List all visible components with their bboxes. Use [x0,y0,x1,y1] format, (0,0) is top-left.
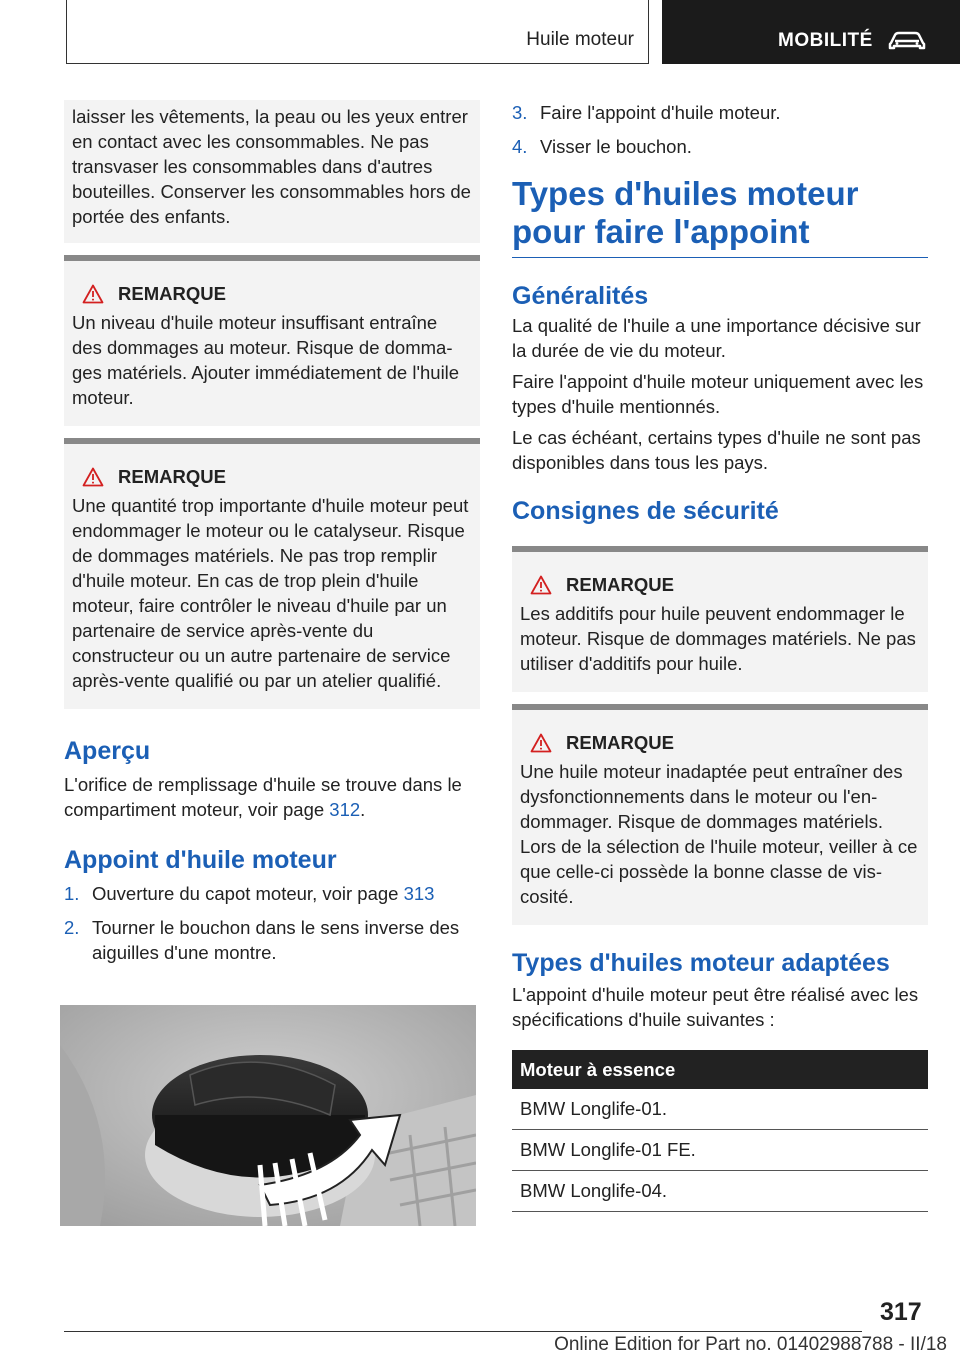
car-icon [887,29,927,51]
page-link-313[interactable]: 313 [403,883,435,904]
warning-triangle-icon [82,284,104,304]
apercu-text: L'orifice de remplissage d'huile se trouve dans le compartiment moteur, voir page 312. [64,774,462,820]
list-item: 2. Tourner le bouchon dans le sens inverse des aiguilles d'une montre. [64,917,460,963]
note-title-2: REMARQUE [82,464,472,489]
appoint-heading: Appoint d'huile moteur [64,846,337,874]
note-text-3: Les additifs pour huile peuvent endommager le moteur. Risque de dommages matériels. Ne pas utiliser d'additifs pour huile. [520,603,916,674]
header-section-title: Huile moteur [526,29,634,50]
left-column [64,100,480,974]
note-text-1: Un niveau d'huile moteur insuffisant entraîne des dommages au moteur. Risque de dommages matériels. Ajouter immédiatement de l'huile moteur. [72,312,460,408]
general-heading: Généralités [512,282,649,310]
general-text-2: Faire l'appoint d'huile moteur uniquement avec les types d'huile mentionnés. [512,371,924,417]
steps-list-right [512,100,928,159]
general-text-3: Le cas échéant, certains types d'huile ne sont pas disponibles dans tous les pays. [512,427,921,473]
steps-list-left [64,881,480,965]
list-item: 1. Ouverture du capot moteur, voir page 313 [64,883,435,904]
warning-continuation-text: laisser les vêtements, la peau ou les yeux entrer en contact avec les consommables. Ne pas transvaser les consommables dans d'autres bouteilles. Conserver les consommables hors de portée des enfants. [72,106,471,227]
right-column [512,100,928,1212]
types-heading: Types d'huiles moteur pour faire l'appoint [512,175,928,258]
warning-triangle-icon [530,733,552,753]
table-row: BMW Longlife-01 FE. [512,1130,928,1171]
note-text-2: Une quantité trop importante d'huile moteur peut endommager le moteur ou le catalyseur. Risque de dommages matériels. Ne pas trop remplir d'huile moteur. En cas de trop plein d'huile moteur, faire contrôler le niveau d'huile par un partenaire de service après-vente du constructeur ou un autre partenaire de service après-vente qualifié ou par un atelier qualifié. [72,495,469,691]
header-chapter-title: MOBILITÉ [778,30,873,51]
table-row: BMW Longlife-01. [512,1089,928,1130]
general-text-1: La qualité de l'huile a une importance décisive sur la durée de vie du moteur. [512,315,921,361]
note-title-4: REMARQUE [530,730,920,755]
apercu-heading: Aperçu [64,737,151,765]
footer-divider [64,1331,862,1332]
list-item: 4. Visser le bouchon. [512,136,692,157]
note-box-4 [512,704,928,925]
edition-footer: Online Edition for Part no. 01402988788 - II/18 [554,1334,947,1355]
oil-spec-table [512,1050,928,1212]
page-link-312[interactable]: 312 [329,799,361,820]
note-text-4: Une huile moteur inadaptée peut entraîner des dysfonctionnements dans le moteur ou l'endommager. Risque de dommages matériels. Lors de la sélection de l'huile moteur, veiller à ce que celle-ci possède la bonne classe de viscosité. [520,761,918,907]
safety-heading: Consignes de sécurité [512,497,779,525]
table-header: Moteur à essence [512,1050,928,1089]
warning-triangle-icon [530,575,552,595]
page-number: 317 [880,1298,922,1326]
header-chapter-tab [662,0,960,64]
warning-triangle-icon [82,467,104,487]
note-title-3: REMARQUE [530,572,920,597]
adapted-heading: Types d'huiles moteur adaptées [512,949,890,977]
list-item: 3. Faire l'appoint d'huile moteur. [512,102,781,123]
warning-continuation-box [64,100,480,243]
note-box-3 [512,546,928,692]
header-section-tab [66,0,649,64]
adapted-text: L'appoint d'huile moteur peut être réalisé avec les spécifications d'huile suivantes : [512,984,919,1030]
table-row: BMW Longlife-04. [512,1171,928,1212]
oil-cap-illustration [60,1005,476,1226]
note-title-1: REMARQUE [82,281,472,306]
note-box-2 [64,438,480,709]
note-box-1 [64,255,480,426]
